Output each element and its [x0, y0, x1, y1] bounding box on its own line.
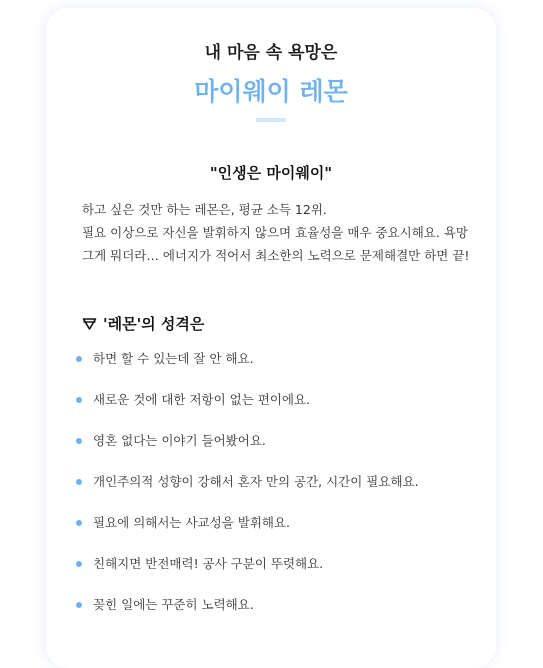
bullet-icon	[76, 561, 82, 567]
title-divider	[256, 118, 286, 122]
traits-heading-label: '레몬'의 성격은	[103, 315, 205, 333]
gem-icon	[82, 318, 97, 330]
trait-item	[76, 554, 419, 595]
trait-item	[76, 513, 419, 554]
description-line: 하고 싶은 것만 하는 레몬은, 평균 소득 12위.	[82, 202, 327, 217]
trait-item	[76, 390, 419, 431]
trait-text: 꽂힌 일에는 꾸준히 노력해요.	[93, 597, 254, 612]
trait-text: 하면 할 수 있는데 잘 안 해요.	[93, 351, 254, 366]
trait-text: 새로운 것에 대한 저항이 없는 편이에요.	[93, 392, 311, 407]
bullet-icon	[76, 438, 82, 444]
trait-text: 영혼 없다는 이야기 들어봤어요.	[93, 433, 266, 448]
result-card	[46, 8, 496, 668]
trait-text: 필요에 의해서는 사교성을 발휘해요.	[93, 515, 291, 530]
trait-text: 개인주의적 성향이 강해서 혼자 만의 공간, 시간이 필요해요.	[93, 474, 419, 489]
traits-heading	[82, 313, 204, 334]
traits-list	[76, 349, 419, 636]
trait-item	[76, 472, 419, 513]
trait-text: 친해지면 반전매력! 공사 구분이 뚜렷해요.	[93, 556, 324, 571]
result-quote: "인생은 마이웨이"	[209, 164, 333, 182]
bullet-icon	[76, 479, 82, 485]
bullet-icon	[76, 520, 82, 526]
description-line: 그게 뭐더라… 에너지가 적어서 최소한의 노력으로 문제해결만 하면 끝!	[82, 248, 470, 263]
result-description	[82, 198, 492, 267]
trait-item	[76, 595, 419, 636]
trait-item	[76, 431, 419, 472]
bullet-icon	[76, 602, 82, 608]
bullet-icon	[76, 397, 82, 403]
bullet-icon	[76, 356, 82, 362]
result-title: 마이웨이 레몬	[194, 77, 348, 106]
result-kicker: 내 마음 속 욕망은	[204, 43, 338, 63]
trait-item	[76, 349, 419, 390]
description-line: 필요 이상으로 자신을 발휘하지 않으며 효율성을 매우 중요시해요. 욕망	[82, 225, 468, 240]
